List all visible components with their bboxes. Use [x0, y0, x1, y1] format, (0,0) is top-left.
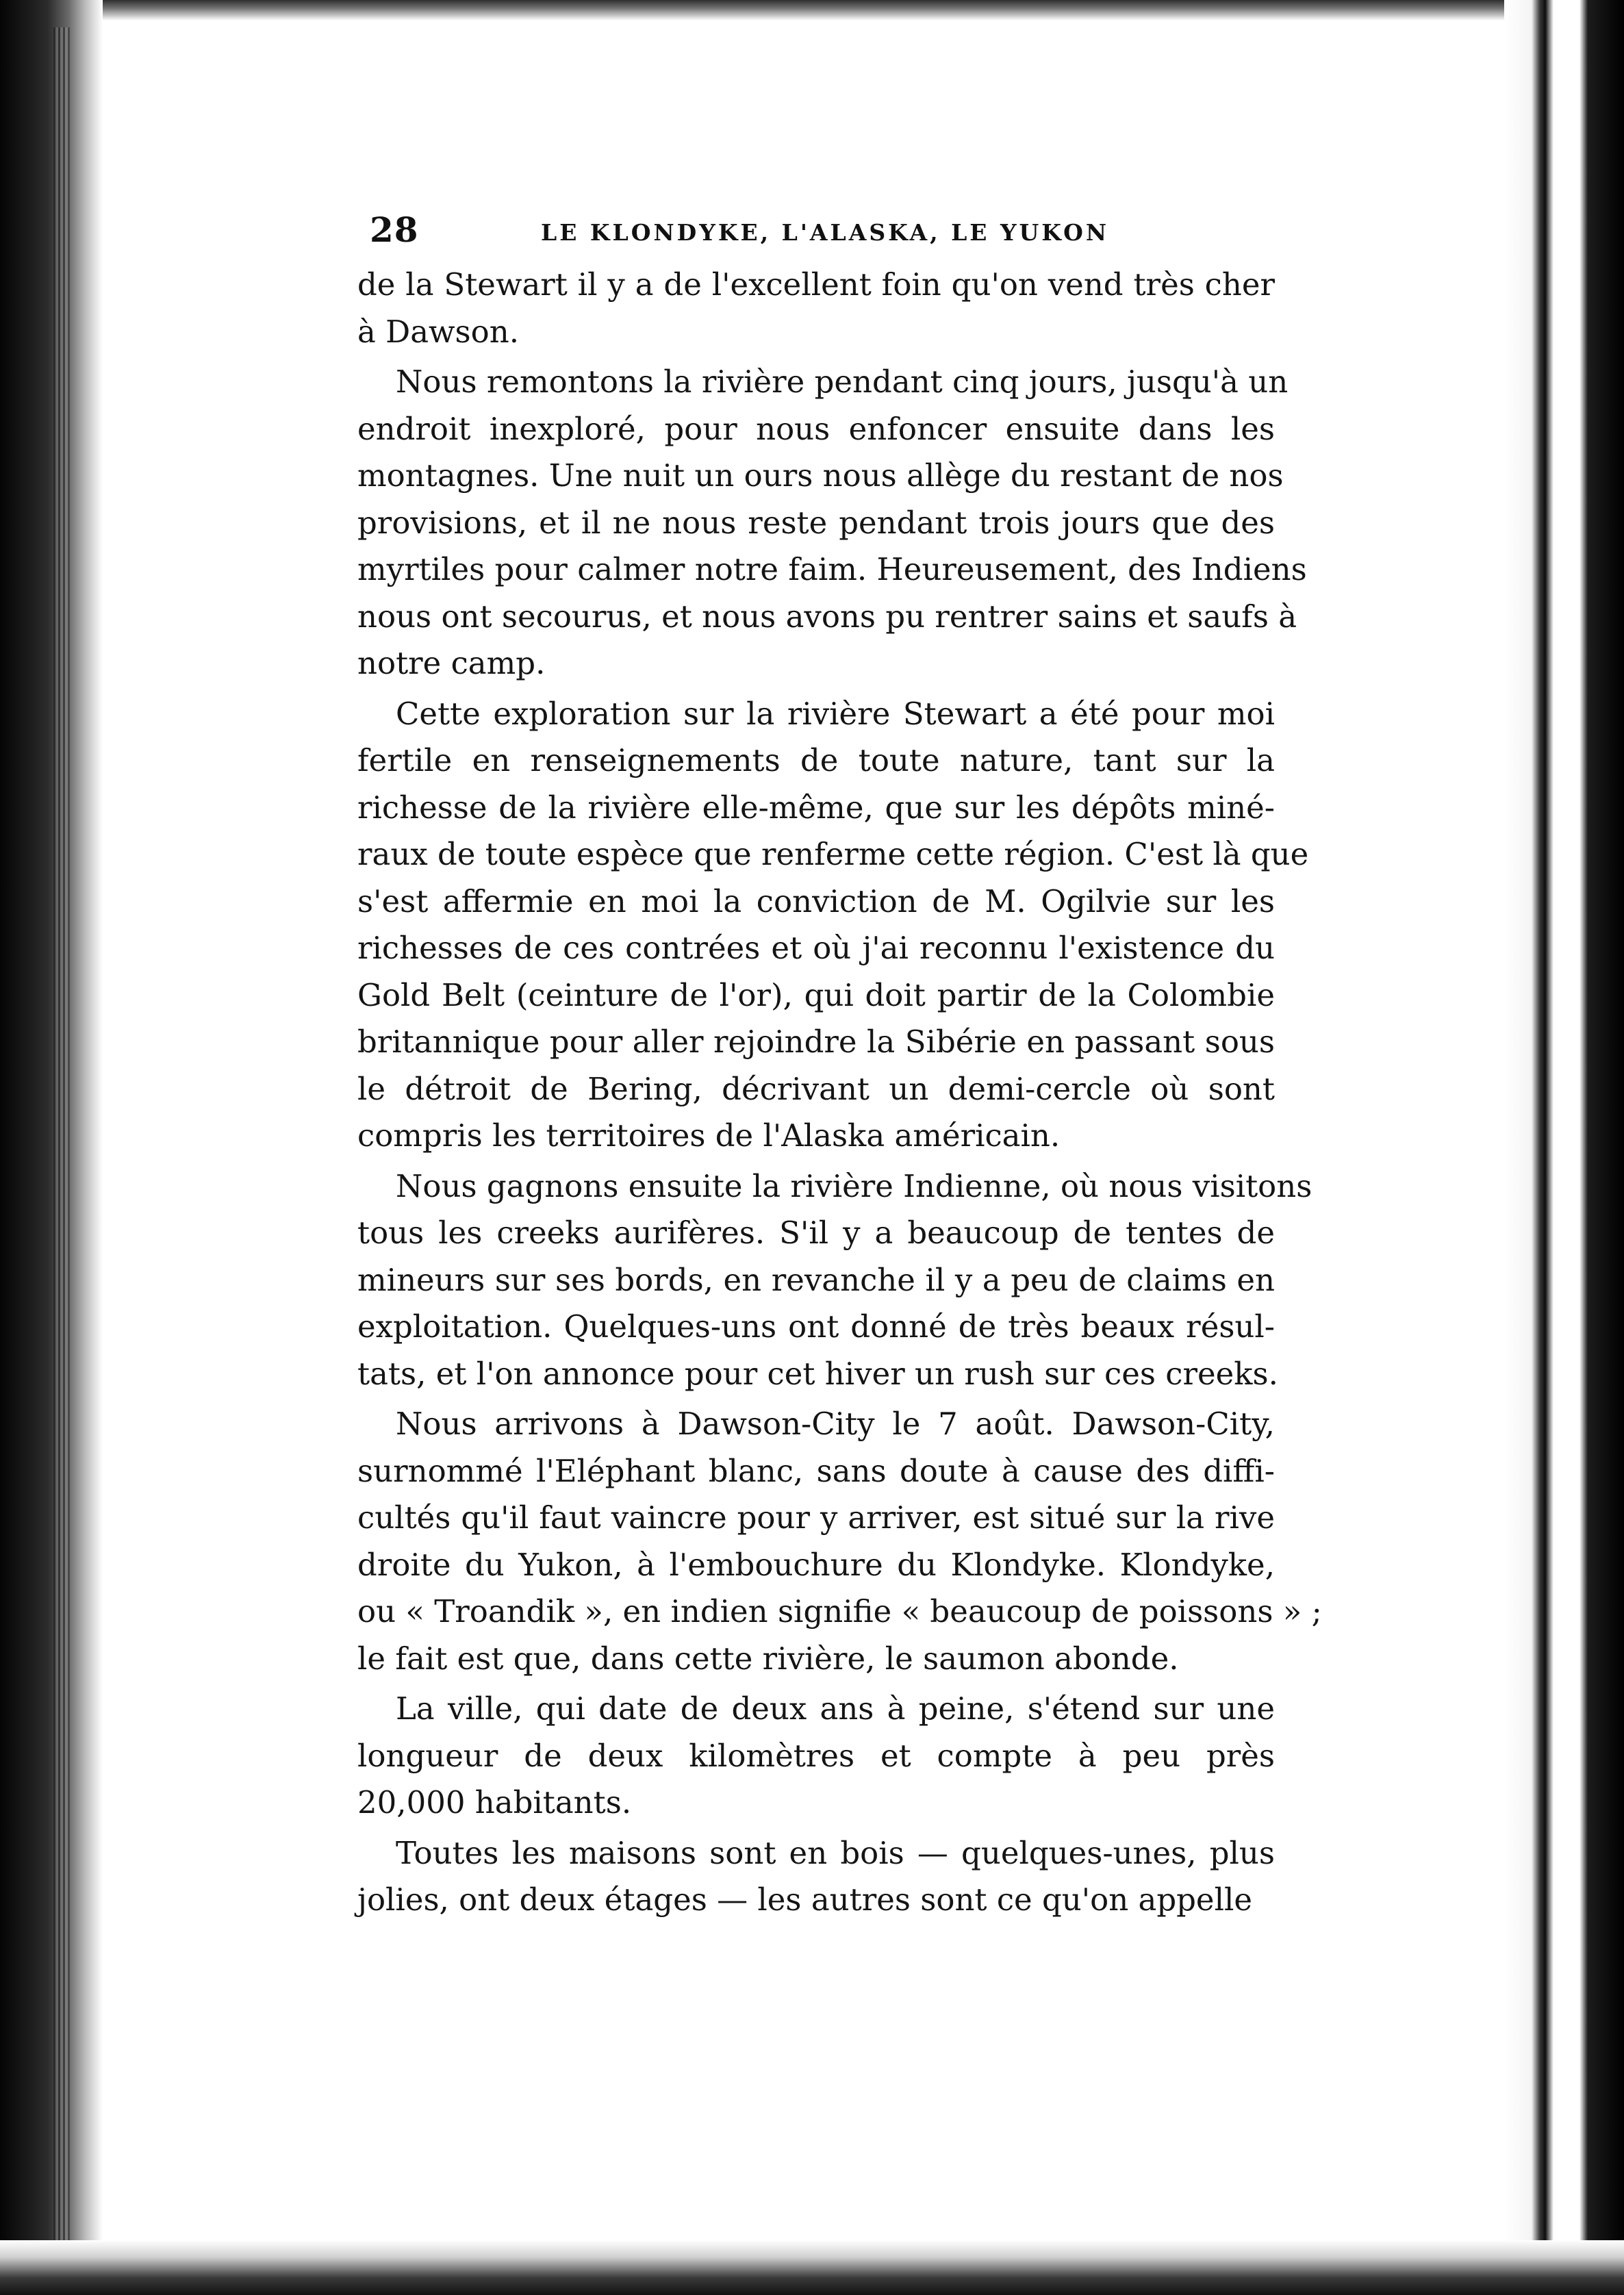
text-line: de la Stewart il y a de l'excellent foin qu'on vend très cher	[357, 266, 1275, 303]
text-line: mineurs sur ses bords, en revanche il y a peu de claims en	[357, 1261, 1275, 1298]
paragraph	[357, 1163, 1312, 1398]
text-line: tats, et l'on annonce pour cet hiver un rush sur ces creeks.	[357, 1355, 1278, 1392]
text-line: tous les creeks aurifères. S'il y a beaucoup de tentes de	[357, 1215, 1275, 1251]
text-line: britannique pour aller rejoindre la Sibérie en passant sous	[357, 1024, 1275, 1060]
page-number: 28	[370, 210, 419, 250]
paragraph	[357, 262, 1275, 355]
text-line: richesses de ces contrées et où j'ai reconnu l'existence du	[357, 930, 1275, 966]
text-line: Toutes les maisons sont en bois — quelques-unes, plus	[396, 1834, 1275, 1871]
body-text	[357, 262, 1322, 1924]
scan-top-edge	[0, 0, 1624, 21]
text-line: La ville, qui date de deux ans à peine, s'étend sur une	[396, 1690, 1275, 1727]
text-line: richesse de la rivière elle-même, que sur les dépôts miné-	[357, 789, 1275, 826]
text-line: Nous gagnons ensuite la rivière Indienne, où nous visitons	[396, 1167, 1312, 1204]
text-line: Gold Belt (ceinture de l'or), qui doit partir de la Colombie	[357, 976, 1275, 1013]
text-line: ou « Troandik », en indien signifie « beaucoup de poissons » ;	[357, 1593, 1322, 1630]
text-line: à Dawson.	[357, 313, 520, 350]
text-line: jolies, ont deux étages — les autres sont ce qu'on appelle	[357, 1881, 1252, 1918]
book-spine-shadow	[0, 0, 103, 2295]
text-line: compris les territoires de l'Alaska américain.	[357, 1117, 1061, 1154]
text-line: Nous remontons la rivière pendant cinq jours, jusqu'à un	[396, 364, 1289, 400]
text-line: le fait est que, dans cette rivière, le saumon abonde.	[357, 1640, 1179, 1677]
text-line: provisions, et il ne nous reste pendant trois jours que des	[357, 504, 1275, 541]
text-line: fertile en renseignements de toute nature, tant sur la	[357, 742, 1275, 778]
text-line: s'est affermie en moi la conviction de M. Ogilvie sur les	[357, 883, 1275, 920]
text-line: surnommé l'Eléphant blanc, sans doute à cause des diffi-	[357, 1452, 1275, 1489]
text-line: cultés qu'il faut vaincre pour y arriver, est situé sur la rive	[357, 1499, 1275, 1536]
text-line: myrtiles pour calmer notre faim. Heureusement, des Indiens	[357, 551, 1307, 587]
paragraph	[357, 359, 1307, 687]
paragraph	[357, 1401, 1322, 1682]
text-line: endroit inexploré, pour nous enfoncer ensuite dans les	[357, 410, 1275, 447]
text-line: Nous arrivons à Dawson-City le 7 août. Dawson-City,	[396, 1406, 1275, 1442]
page-header	[370, 210, 1280, 251]
scan-right-border	[1504, 0, 1624, 2295]
text-line: le détroit de Bering, décrivant un demi-cercle où sont	[357, 1070, 1275, 1107]
paragraph	[357, 1830, 1275, 1924]
text-line: montagnes. Une nuit un ours nous allège du restant de nos	[357, 457, 1284, 494]
text-line: nous ont secourus, et nous avons pu rentrer sains et saufs à	[357, 598, 1297, 635]
text-line: 20,000 habitants.	[357, 1784, 632, 1821]
paragraph	[357, 691, 1309, 1160]
text-line: notre camp.	[357, 645, 546, 681]
paragraph	[357, 1686, 1275, 1827]
text-line: longueur de deux kilomètres et compte à peu près	[357, 1737, 1275, 1774]
running-head: LE KLONDYKE, L'ALASKA, LE YUKON	[541, 219, 1109, 246]
text-line: raux de toute espèce que renferme cette région. C'est là que	[357, 836, 1309, 872]
text-line: droite du Yukon, à l'embouchure du Klondyke. Klondyke,	[357, 1546, 1275, 1583]
text-line: Cette exploration sur la rivière Stewart a été pour moi	[396, 695, 1275, 732]
page-stack-edge	[53, 27, 70, 2259]
scan-bottom-edge	[0, 2240, 1624, 2295]
text-line: exploitation. Quelques-uns ont donné de très beaux résul-	[357, 1308, 1275, 1345]
